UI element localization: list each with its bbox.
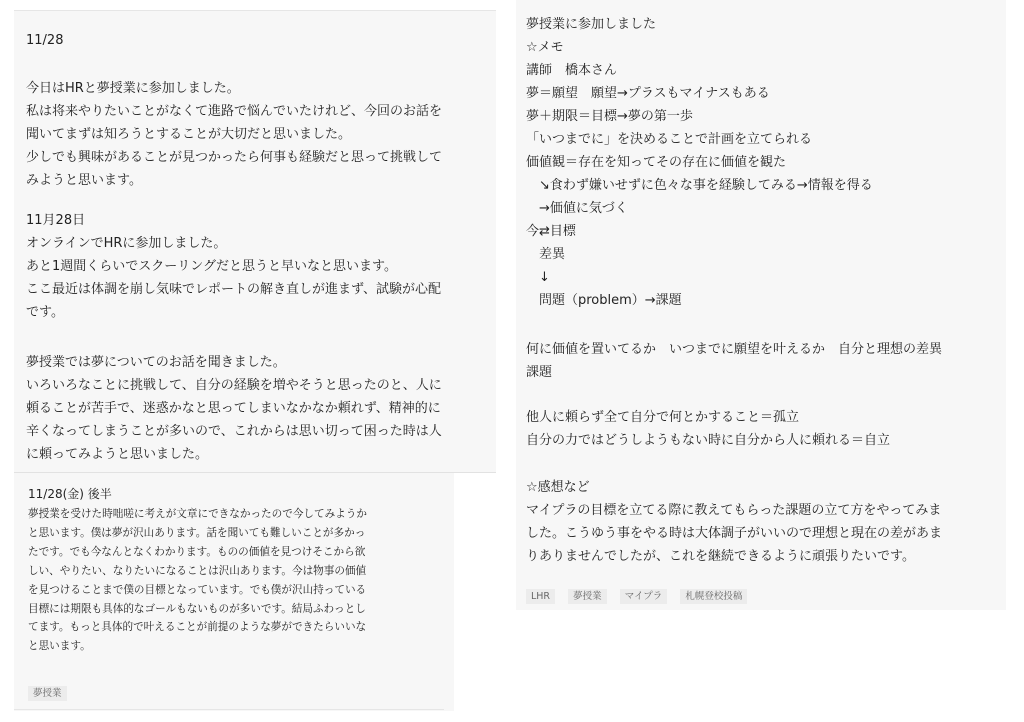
entry-line: と思います。	[28, 640, 91, 653]
entry-line: に頼ってみようと思いました。	[26, 447, 209, 462]
notes-line: 何に価値を置いてるか いつまでに願望を叶えるか 自分と理想の差異	[526, 342, 943, 357]
notes-line: →価値に気づく	[526, 201, 628, 216]
notes-line: 他人に頼らず全て自分で何とかすること＝孤立	[526, 410, 800, 425]
entry-card	[14, 473, 454, 711]
entry-line: 少しでも興味があることが見つかったら何事も経験だと思って挑戦して	[26, 150, 443, 165]
entry-line: 目標には期限も具体的なゴールもないものが多いです。結局ふわっとし	[28, 602, 366, 615]
right-tags	[526, 584, 755, 604]
impressions-line: ☆感想など	[526, 480, 590, 495]
entry-line: 夢授業では夢についてのお話を聞きました。	[26, 355, 286, 370]
tag-lhr[interactable]: LHR	[526, 589, 555, 604]
impressions-line: りありませんでしたが、これを継続できるように頑張りたいです。	[526, 549, 915, 564]
notes-line: ↓	[526, 270, 550, 285]
notes-questions	[526, 338, 942, 384]
entry-3-body	[28, 483, 367, 656]
entry-2-date: 11月28日	[26, 213, 86, 228]
entry-line: 頼ることが苦手で、迷惑かなと思ってしまいなかなか頼れず、精神的に	[26, 401, 441, 416]
entry-line: てます。もっと具体的で叶えることが前提のような夢ができたらいいな	[28, 621, 367, 634]
diary-entry-panel-top	[14, 10, 496, 473]
tag-mypla[interactable]: マイプラ	[620, 589, 668, 604]
impressions-body	[526, 476, 942, 568]
entry-line: しい、やりたい、なりたいになることは沢山あります。今は物事の価値	[28, 564, 367, 577]
tag-dream-class[interactable]: 夢授業	[568, 589, 607, 604]
entry-line: 聞いてまずは知ろうとすることが大切だと思いました。	[26, 127, 352, 142]
divider	[14, 709, 444, 710]
entry-line: を見つけることまで僕の目標となっています。でも僕が沢山持っている	[28, 583, 367, 596]
notes-line: 夢＝願望 願望→プラスもマイナスもある	[526, 86, 770, 101]
notes-line: 「いつまでに」を決めることで計画を立てられる	[526, 132, 813, 147]
entry-date	[26, 29, 63, 52]
notes-line: ☆メモ	[526, 40, 564, 55]
notes-line: 講師 橋本さん	[526, 63, 618, 78]
entry-line: たです。でも今なんとなくわかります。ものの価値を見つけそこから欲	[28, 545, 366, 558]
tag-sapporo-post[interactable]: 札幌登校投稿	[680, 589, 747, 604]
entry-line: みようと思います。	[26, 173, 142, 188]
entry-line: あと1週間くらいでスクーリングだと思うと早いなと思います。	[26, 259, 397, 274]
entry-2-dream-body	[26, 351, 442, 466]
entry-line: と思います。僕は夢が沢山あります。話を聞いても難しいことが多かっ	[28, 526, 366, 539]
impressions-line: マイプラの目標を立てる際に教えてもらった課題の立て方をやってみま	[526, 503, 942, 518]
notes-line: ↘食わず嫌いせずに色々な事を経験してみる→情報を得る	[526, 178, 873, 193]
entry-date-text: 11/28	[26, 33, 64, 48]
entry-line: 私は将来やりたいことがなくて進路で悩んでいたけれど、今回のお話を	[26, 104, 443, 119]
entry-line: 夢授業を受けた時咄嗟に考えが文章にできなかったので今してみようか	[28, 508, 367, 520]
notes-line: 課題	[526, 365, 553, 380]
tag-dream-class[interactable]: 夢授業	[28, 686, 67, 701]
entry-line: オンラインでHRに参加しました。	[26, 236, 227, 251]
notes-reliance	[526, 406, 890, 452]
notes-line: 夢＋期限＝目標→夢の第一歩	[526, 109, 693, 124]
entry-line: ここ最近は体調を崩し気味でレポートの解き直しが進まず、試験が心配	[26, 282, 441, 297]
diary-entry-panel-bottom	[14, 472, 496, 711]
entry-2-body	[26, 209, 441, 324]
entry-line: です。	[26, 305, 64, 320]
notes-line: 問題（problem）→課題	[526, 293, 682, 308]
entry-line: いろいろなことに挑戦して、自分の経験を増やそうと思ったのと、人に	[26, 378, 442, 393]
notes-line: 価値観＝存在を知ってその存在に価値を観た	[526, 155, 787, 170]
entry-line: 今日はHRと夢授業に参加しました。	[26, 81, 240, 96]
entry-1-body	[26, 77, 442, 192]
notes-line: 今⇄目標	[526, 224, 576, 239]
entry-line: 辛くなってしまうことが多いので、これからは思い切って困った時は人	[26, 424, 442, 439]
notes-body	[526, 13, 873, 312]
diary-entry-panel-right	[516, 0, 1006, 610]
notes-line: 夢授業に参加しました	[526, 17, 657, 32]
entry-3-tags	[28, 681, 75, 701]
notes-line: 自分の力ではどうしようもない時に自分から人に頼れる＝自立	[526, 433, 891, 448]
entry-3-header: 11/28(金) 後半	[28, 487, 112, 501]
impressions-line: した。こうゆう事をやる時は大体調子がいいので理想と現在の差があま	[526, 526, 943, 541]
notes-line: 差異	[526, 247, 566, 262]
